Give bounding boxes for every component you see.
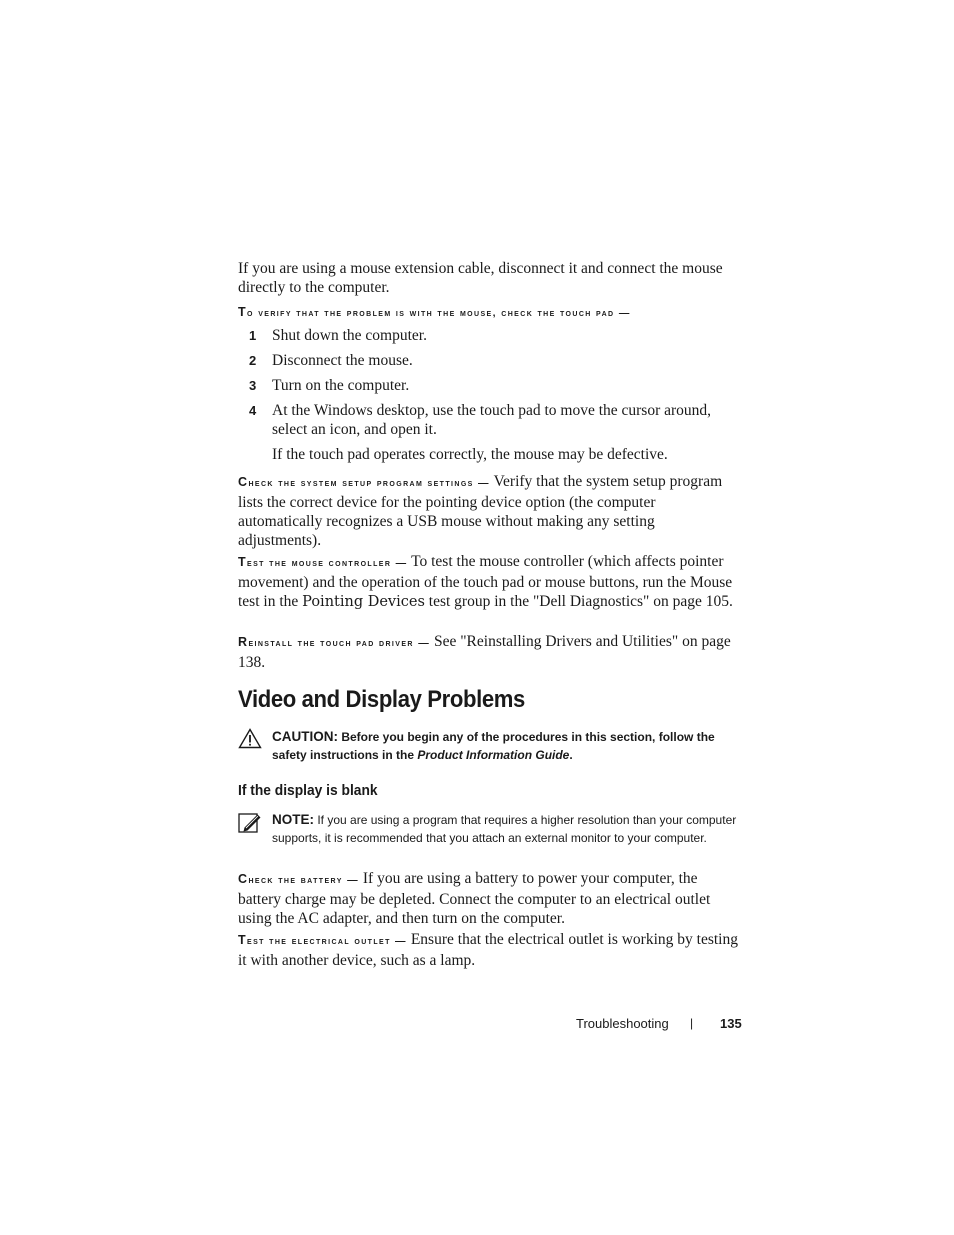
footer-separator: | [690, 1016, 694, 1030]
caution-label: CAUTION: [272, 729, 338, 744]
caution-icon [238, 728, 262, 749]
step-number: 2 [249, 353, 257, 368]
battery-heading: Check the battery — [238, 872, 359, 886]
page-number: 135 [720, 1016, 742, 1031]
verify-heading [238, 302, 738, 323]
pointing-devices-term: Pointing Devices [302, 594, 425, 610]
section-title: Video and Display Problems [238, 686, 525, 713]
footer-section: Troubleshooting [576, 1016, 669, 1031]
controller-paragraph: Test the mouse controller — To test the mouse controller (which affects pointer movement) and the operation of the touch pad or mouse buttons, run the Mouse test in the Pointing Devices test group in the "Dell Diagnostics" on page 105. [238, 553, 733, 610]
reinstall-heading: Reinstall the touch pad driver — [238, 635, 431, 649]
reinstall-paragraph: Reinstall the touch pad driver — See "Reinstalling Drivers and Utilities" on page 138. [238, 633, 731, 671]
step-number: 1 [249, 328, 257, 343]
intro-paragraph: If you are using a mouse extension cable, disconnect it and connect the mouse directly to the computer. [238, 260, 723, 296]
caution-notice: CAUTION: Before you begin any of the procedures in this section, follow the safety instructions in the Product Information Guide. [272, 729, 715, 762]
note-label: NOTE: [272, 812, 314, 827]
step-number: 3 [249, 378, 257, 393]
setup-paragraph: Check the system setup program settings — Verify that the system setup program lists the correct device for the pointing device option (the computer automatically recognizes a USB mouse without making any setting adjustments). [238, 473, 723, 549]
step-followup: If the touch pad operates correctly, the mouse may be defective. [272, 446, 668, 463]
step-text: Shut down the computer. [272, 327, 427, 344]
setup-heading: Check the system setup program settings — [238, 475, 490, 489]
note-notice: NOTE: If you are using a program that requires a higher resolution than your computer supports, it is recommended that you attach an external monitor to your computer. [272, 812, 737, 845]
product-information-guide: Product Information Guide [417, 747, 570, 762]
outlet-heading: Test the electrical outlet — [238, 933, 407, 947]
outlet-paragraph: Test the electrical outlet — Ensure that the electrical outlet is working by testing it with another device, such as a lamp. [238, 931, 738, 969]
step-text: At the Windows desktop, use the touch pad to move the cursor around, select an icon, and open it. [272, 402, 712, 438]
verify-heading-label: To verify that the problem is with the mouse, check the touch pad — [238, 305, 631, 319]
battery-paragraph: Check the battery — If you are using a battery to power your computer, the battery charge may be depleted. Connect the computer to an electrical outlet using the AC adapter, and then turn on the computer. [238, 870, 711, 927]
step-text: Disconnect the mouse. [272, 352, 413, 369]
pencil-note-icon [238, 811, 262, 833]
controller-heading: Test the mouse controller — [238, 555, 408, 569]
step-number: 4 [249, 403, 257, 418]
step-text: Turn on the computer. [272, 377, 410, 394]
subsection-title: If the display is blank [238, 782, 378, 799]
